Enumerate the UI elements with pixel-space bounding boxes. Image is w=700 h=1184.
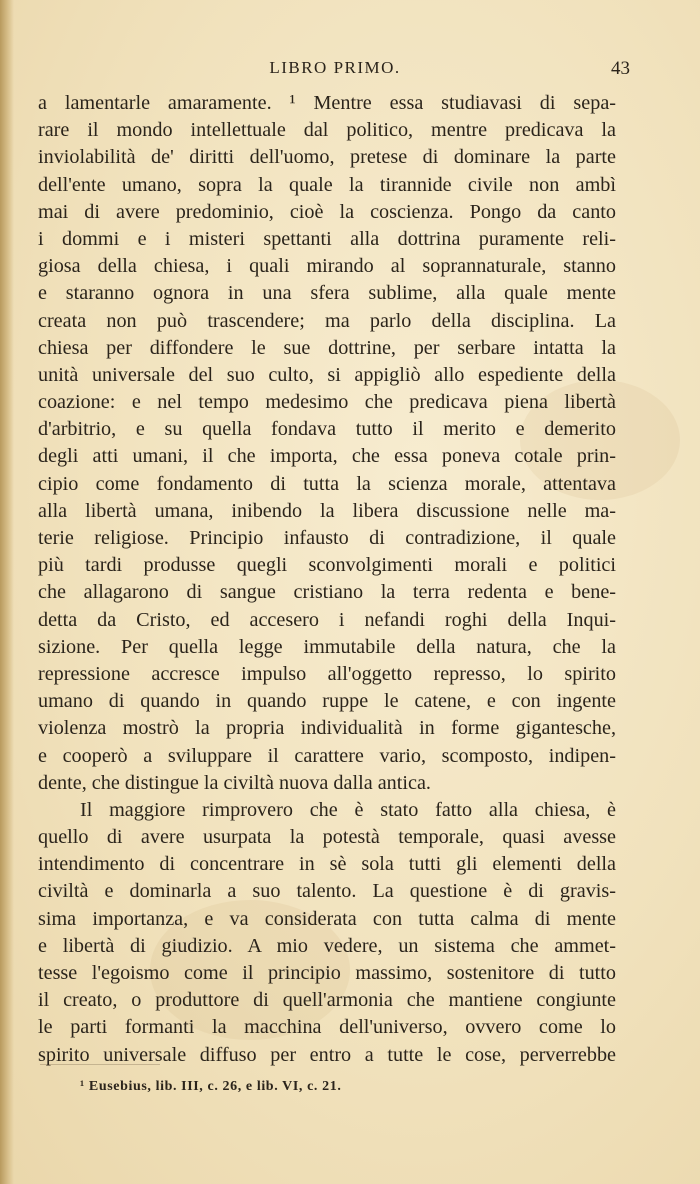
text-line: terie religiose. Principio infausto di contradizione, il quale xyxy=(38,527,616,549)
text-line: creata non può trascendere; ma parlo della disciplina. La xyxy=(38,309,616,332)
text-line: e cooperò a sviluppare il carattere vario, scomposto, indipen- xyxy=(38,744,616,767)
text-line: i dommi e i misteri spettanti alla dottrina puramente reli- xyxy=(38,227,616,250)
text-line: e staranno ognora in una sfera sublime, alla quale mente xyxy=(38,282,616,305)
footnote-rule xyxy=(40,1064,160,1065)
text-line: coazione: e nel tempo medesimo che predicava piena libertà xyxy=(38,391,616,414)
text-line: umano di quando in quando ruppe le catene, e con ingente xyxy=(38,690,616,713)
text-line: d'arbitrio, e su quella fondava tutto il merito e demerito xyxy=(38,418,616,441)
text-line: cipio come fondamento di tutta la scienza morale, attentava xyxy=(38,472,616,495)
binding-shadow xyxy=(0,0,14,1184)
text-line: che allagarono di sangue cristiano la terra redenta e bene- xyxy=(38,581,616,604)
text-line: intendimento di concentrare in sè sola tutti gli elementi della xyxy=(38,853,616,876)
text-line: detta da Cristo, ed accesero i nefandi roghi della Inqui- xyxy=(38,608,616,631)
text-line: sizione. Per quella legge immutabile della natura, che la xyxy=(38,635,616,658)
page-number: 43 xyxy=(611,58,630,79)
running-head xyxy=(40,58,630,86)
text-line: alla libertà umana, inibendo la libera discussione nelle ma- xyxy=(38,499,616,522)
text-line: mai di avere predominio, cioè la coscienza. Pongo da canto xyxy=(38,200,616,223)
text-line: spirito universale diffuso per entro a tutte le cose, perverrebbe xyxy=(38,1043,616,1066)
text-line: dell'ente umano, sopra la quale la tirannide civile non ambì xyxy=(38,173,616,196)
text-line: sima importanza, e va considerata con tutta calma di mente xyxy=(38,907,616,930)
text-line: rare il mondo intellettuale dal politico, mentre predicava la xyxy=(38,119,616,142)
text-line: violenza mostrò la propria individualità in forme gigantesche, xyxy=(38,717,616,740)
text-line: più tardi produsse quegli sconvolgimenti morali e politici xyxy=(38,554,616,577)
running-title: LIBRO PRIMO. xyxy=(269,58,401,77)
text-line: e libertà di giudizio. A mio vedere, un sistema che ammet- xyxy=(38,934,616,957)
text-line: giosa della chiesa, i quali mirando al soprannaturale, stanno xyxy=(38,255,616,278)
footnote: ¹ Eusebius, lib. III, c. 26, e lib. VI, c. 21. xyxy=(80,1079,342,1094)
text-line: chiesa per diffondere le sue dottrine, per serbare intatta la xyxy=(38,336,616,359)
text-line: quello di avere usurpata la potestà temporale, quasi avesse xyxy=(38,826,616,849)
text-line: dente, che distingue la civiltà nuova dalla antica. xyxy=(38,771,431,794)
text-line: tesse l'egoismo come il principio massimo, sostenitore di tutto xyxy=(38,962,616,984)
text-line: a lamentarle amaramente. ¹ Mentre essa studiavasi di sepa- xyxy=(38,92,616,114)
text-line: Il maggiore rimprovero che è stato fatto alla chiesa, è xyxy=(80,798,616,821)
text-line: inviolabilità de' diritti dell'uomo, pretese di dominare la parte xyxy=(38,146,616,169)
text-line: degli atti umani, il che importa, che essa poneva cotale prin- xyxy=(38,445,616,468)
text-line: repressione accresce impulso all'oggetto represso, lo spirito xyxy=(38,662,616,685)
text-line: le parti formanti la macchina dell'universo, ovvero come lo xyxy=(38,1016,616,1039)
body-text xyxy=(38,90,616,1069)
text-line: unità universale del suo culto, si appigliò allo espediente della xyxy=(38,363,616,386)
text-line: civiltà e dominarla a suo talento. La questione è di gravis- xyxy=(38,880,616,903)
text-line: il creato, o produttore di quell'armonia che mantiene congiunte xyxy=(38,989,616,1012)
